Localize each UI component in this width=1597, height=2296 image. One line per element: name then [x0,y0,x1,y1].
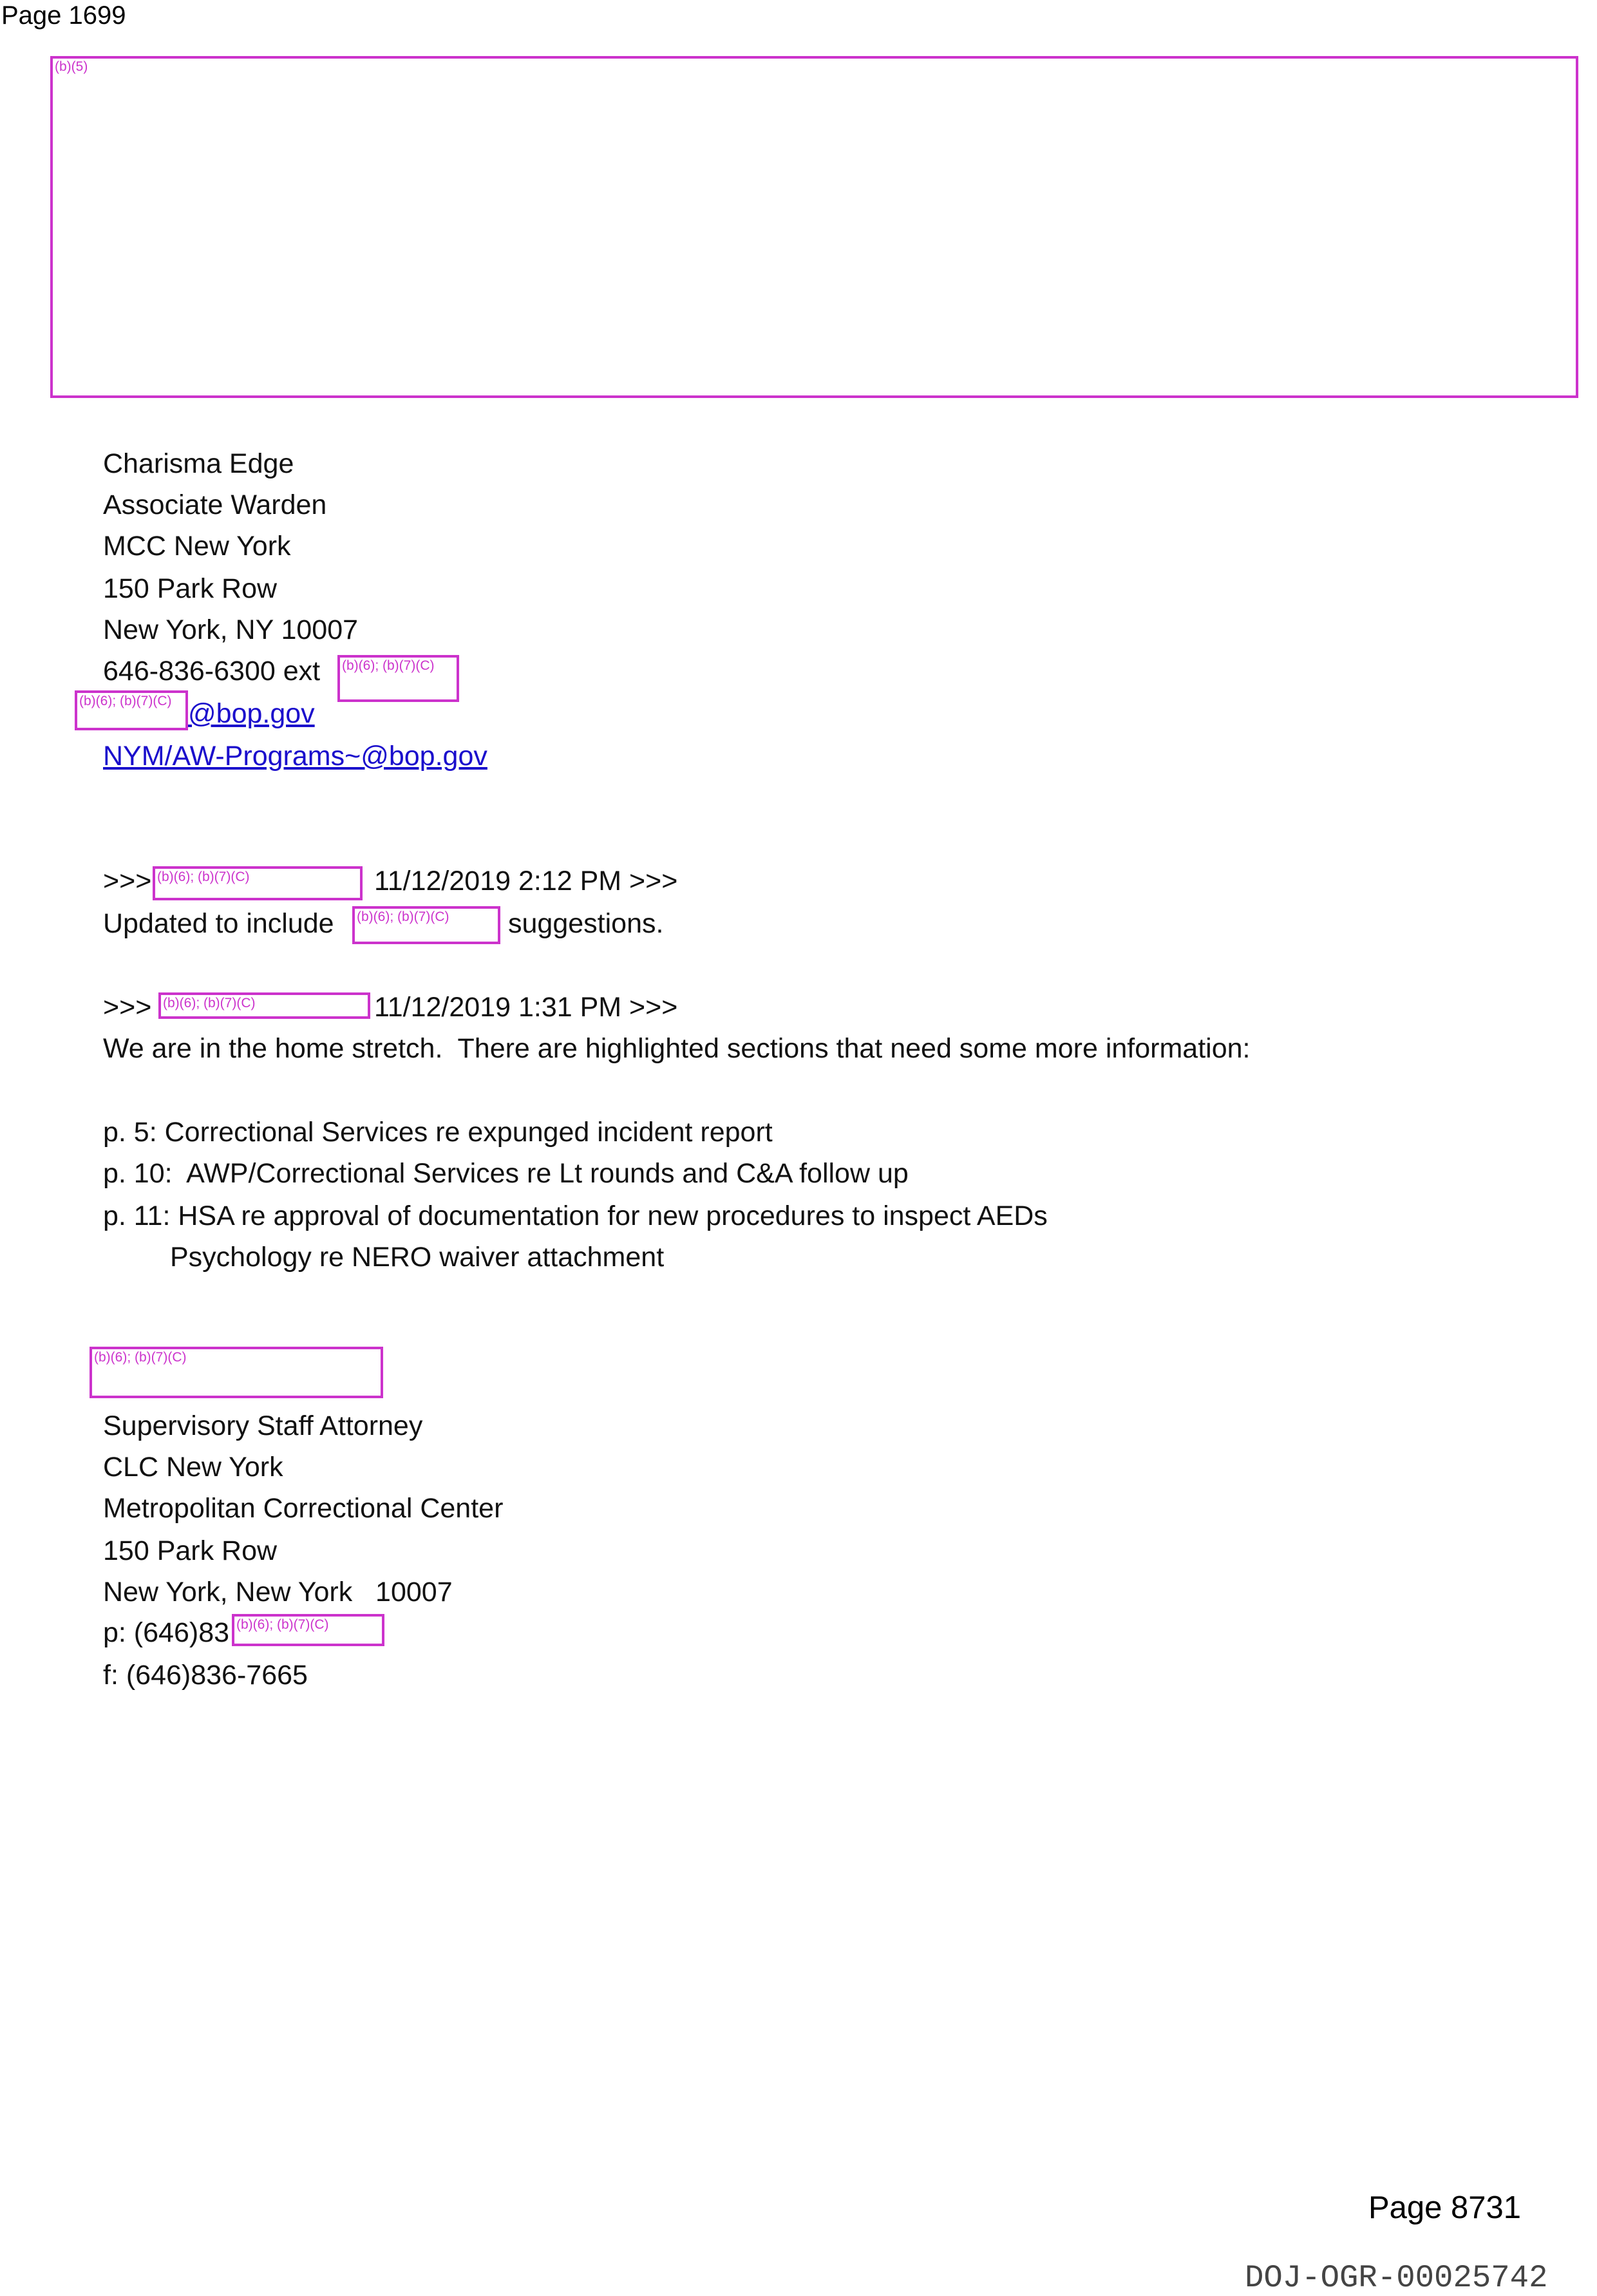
message-1-body-end: suggestions. [508,908,664,939]
redaction-box-sender-1 [153,866,363,900]
signature-facility: Metropolitan Correctional Center [103,1493,504,1524]
signature-name: Charisma Edge [103,448,294,479]
redaction-box-sender-2 [158,992,370,1019]
signature-title: Associate Warden [103,489,327,520]
redaction-label: (b)(5) [55,59,88,74]
message-2-timestamp: 11/12/2019 1:31 PM >>> [374,992,678,1023]
signature-city: New York, NY 10007 [103,614,359,645]
redaction-box-b5 [50,56,1578,398]
message-1-timestamp: 11/12/2019 2:12 PM >>> [374,866,678,897]
redaction-box-attorney-name [90,1347,383,1398]
signature-fax: f: (646)836-7665 [103,1660,308,1691]
signature-phone: 646-836-6300 ext [103,656,321,687]
signature-office: CLC New York [103,1452,283,1483]
signature-title: Supervisory Staff Attorney [103,1410,423,1441]
redaction-box-body-name [352,906,500,944]
bates-number: DOJ-OGR-00025742 [1245,2260,1548,2296]
signature-street: 150 Park Row [103,1535,278,1566]
header-page-label: Page 1699 [1,1,126,30]
message-1-body-start: Updated to include [103,908,334,939]
signature-facility: MCC New York [103,531,291,562]
footer-page-label: Page 8731 [1368,2190,1522,2225]
redaction-label: (b)(6); (b)(7)(C) [163,996,256,1010]
redaction-box-phone [232,1614,384,1646]
redaction-label: (b)(6); (b)(7)(C) [236,1617,329,1632]
list-item: p. 5: Correctional Services re expunged incident report [103,1117,773,1148]
email-link[interactable]: @bop.gov [188,698,315,729]
list-sub-item: Psychology re NERO waiver attachment [170,1242,665,1273]
signature-street: 150 Park Row [103,573,278,604]
redaction-label: (b)(6); (b)(7)(C) [157,869,250,884]
signature-phone: p: (646)83 [103,1617,230,1648]
signature-city: New York, New York 10007 [103,1577,453,1608]
list-item: p. 10: AWP/Correctional Services re Lt rounds and C&A follow up [103,1158,909,1189]
message-2-prefix: >>> [103,992,152,1023]
list-item: p. 11: HSA re approval of documentation for new procedures to inspect AEDs [103,1200,1048,1231]
redaction-label: (b)(6); (b)(7)(C) [342,658,435,673]
redaction-label: (b)(6); (b)(7)(C) [79,694,172,708]
message-1-prefix: >>> [103,866,152,897]
message-2-body: We are in the home stretch. There are highlighted sections that need some more information: [103,1033,1251,1064]
redaction-label: (b)(6); (b)(7)(C) [357,909,449,924]
redaction-label: (b)(6); (b)(7)(C) [94,1350,187,1365]
group-email-link[interactable]: NYM/AW-Programs~@bop.gov [103,741,487,772]
redaction-box-extension [337,655,459,702]
redaction-box-email-user [75,690,188,730]
